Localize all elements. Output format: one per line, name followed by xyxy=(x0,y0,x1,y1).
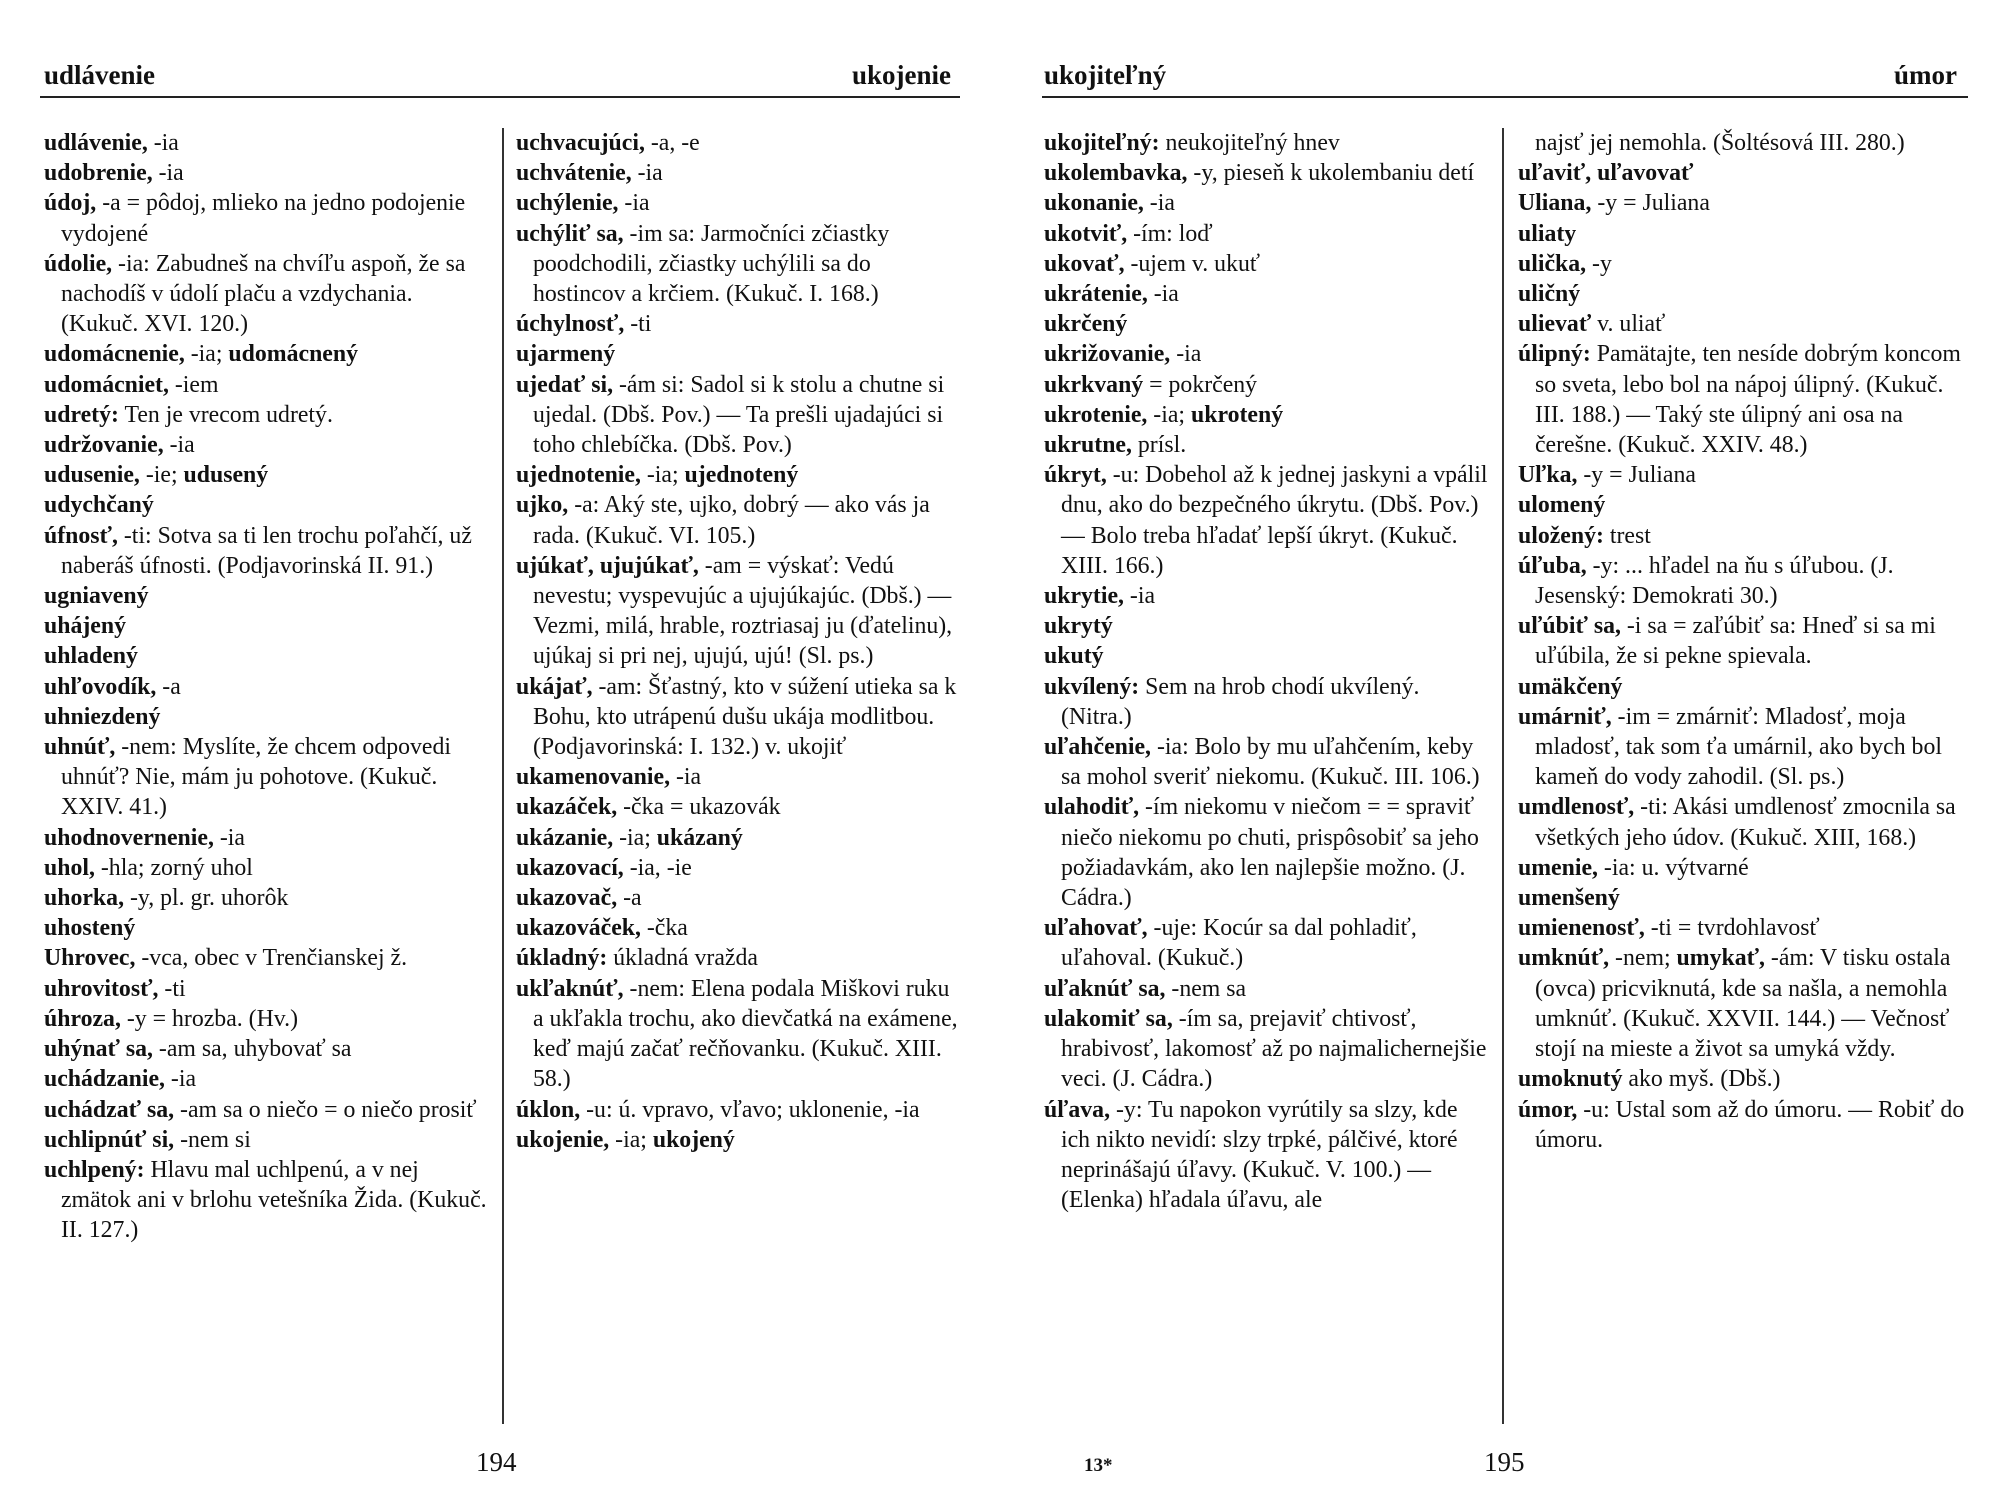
entry-headword: udusený xyxy=(183,462,269,489)
dictionary-entry xyxy=(44,974,492,1004)
dictionary-entry xyxy=(516,823,964,853)
entry-definition: -ia; xyxy=(609,1126,653,1153)
entry-definition: -ia; xyxy=(184,341,229,368)
entry-headword: Uliana, xyxy=(1518,190,1592,217)
entry-headword: uložený: xyxy=(1518,522,1604,549)
dictionary-entry xyxy=(516,792,964,822)
left-page xyxy=(0,0,990,1500)
page-number: 194 xyxy=(476,1447,517,1477)
entry-headword: uhodnovernenie, xyxy=(44,824,214,851)
entry-headword: umdlenosť, xyxy=(1518,794,1635,821)
entry-definition: -ti xyxy=(158,975,186,1002)
dictionary-entry xyxy=(1518,460,1968,490)
entry-definition: -am: Šťastný, kto v súžení utieka sa k Bohu, kto utrápenú dušu ukája modlitbou. (Podjavorinská: I. 132.) v. ukojiť xyxy=(533,673,957,761)
dictionary-entry xyxy=(44,853,492,883)
entry-headword: úľava, xyxy=(1044,1096,1111,1123)
entry-definition: -im = zmárniť: Mladosť, moja mladosť, tak som ťa umárnil, ako bych bol kameň do vody zahodil. (Sl. ps.) xyxy=(1535,703,1942,791)
entry-definition: -u: ú. vpravo, vľavo; uklonenie, -ia xyxy=(580,1096,920,1123)
entry-definition: -nem sa xyxy=(1165,975,1247,1002)
dictionary-entry xyxy=(1518,702,1968,793)
entry-headword: Uľka, xyxy=(1518,462,1578,489)
entry-definition: neukojiteľný hnev xyxy=(1159,130,1340,156)
entry-headword: uchvacujúci, xyxy=(516,130,645,156)
entry-definition: -nem; xyxy=(1609,945,1677,972)
header-rule xyxy=(40,96,960,98)
dictionary-entry xyxy=(44,1125,492,1155)
entry-headword: úkryt, xyxy=(1044,462,1107,489)
entry-headword: úkladný: xyxy=(516,945,608,972)
dictionary-entry xyxy=(1044,732,1492,792)
dictionary-entry xyxy=(44,611,492,641)
entry-definition: -hla; zorný uhol xyxy=(94,854,253,881)
entry-definition: -am sa, uhybovať sa xyxy=(152,1036,352,1063)
entry-definition: -ti = tvrdohlavosť xyxy=(1644,915,1820,942)
entry-definition: -ti: Akási umdlenosť zmocnila sa všetkých jeho údov. (Kukuč. XIII, 168.) xyxy=(1535,794,1956,851)
dictionary-entry xyxy=(1518,913,1968,943)
entry-definition: = pokrčený xyxy=(1143,371,1258,398)
entry-definition: -ia xyxy=(670,764,702,791)
entry-headword: udychčaný xyxy=(44,492,154,519)
entry-definition: -ia; xyxy=(1147,401,1191,428)
dictionary-entry xyxy=(516,974,964,1095)
entry-definition: -am sa o niečo = o niečo prosiť xyxy=(174,1096,477,1123)
dictionary-entry xyxy=(44,1064,492,1094)
dictionary-entry xyxy=(44,913,492,943)
dictionary-entry xyxy=(1518,672,1968,702)
entry-headword: ukotviť, xyxy=(1044,220,1128,247)
entry-headword: udomácniet, xyxy=(44,371,169,398)
entry-definition: -uje: Kocúr sa dal pohladiť, uľahoval. (Kukuč.) xyxy=(1061,915,1417,972)
entry-headword: uhostený xyxy=(44,915,136,942)
entry-definition: -a: Aký ste, ujko, dobrý — ako vás ja rada. (Kukuč. VI. 105.) xyxy=(533,492,930,549)
entry-headword: ukrátenie, xyxy=(1044,281,1148,308)
dictionary-entry xyxy=(516,128,964,158)
entry-headword: ujedať si, xyxy=(516,371,614,398)
entry-headword: ulakomiť sa, xyxy=(1044,1005,1173,1032)
running-head-left: ukojiteľný xyxy=(1044,60,1167,90)
entry-headword: uhájený xyxy=(44,613,126,640)
entry-headword: uhorka, xyxy=(44,885,125,912)
entry-headword: ukázanie, xyxy=(516,824,614,851)
dictionary-entry xyxy=(1518,943,1968,1064)
entry-headword: uľahčenie, xyxy=(1044,734,1152,761)
dictionary-entry xyxy=(1518,883,1968,913)
entry-headword: ukrižovanie, xyxy=(1044,341,1171,368)
entry-headword: ugniavený xyxy=(44,583,149,610)
column-2 xyxy=(1518,128,1968,1155)
dictionary-entry xyxy=(44,490,492,520)
entry-definition: -ia xyxy=(213,824,245,851)
dictionary-entry xyxy=(1518,128,1968,158)
right-page xyxy=(1008,0,1996,1500)
dictionary-entry xyxy=(1518,339,1968,460)
entry-headword: ulahodiť, xyxy=(1044,794,1140,821)
dictionary-entry xyxy=(44,128,492,158)
dictionary-entry xyxy=(1044,370,1492,400)
dictionary-entry xyxy=(516,762,964,792)
entry-headword: ukolembavka, xyxy=(1044,160,1188,187)
dictionary-entry xyxy=(44,943,492,973)
entry-headword: ukazováček, xyxy=(516,915,641,942)
running-head-left: udlávenie xyxy=(44,60,156,90)
entry-headword: úmor, xyxy=(1518,1096,1578,1123)
entry-definition: -vca, obec v Trenčianskej ž. xyxy=(135,945,408,972)
running-head-right: úmor xyxy=(1894,60,1957,90)
dictionary-entry xyxy=(516,672,964,763)
dictionary-entry xyxy=(516,1125,964,1155)
entry-definition: -nem: Elena podala Miškovi ruku a ukľakla trochu, ako dievčatká na exámene, keď majú začať rečňovanku. (Kukuč. XIII. 58.) xyxy=(533,975,958,1093)
entry-headword: umienenosť, xyxy=(1518,915,1645,942)
entry-headword: uhýnať sa, xyxy=(44,1036,153,1063)
dictionary-entry xyxy=(1044,400,1492,430)
entry-headword: uľaviť, uľavovať xyxy=(1518,160,1694,187)
dictionary-entry xyxy=(516,883,964,913)
entry-definition: -ti: Sotva sa ti len trochu poľahčí, už naberáš úfnosti. (Podjavorinská II. 91.) xyxy=(61,522,472,579)
entry-headword: úhroza, xyxy=(44,1005,121,1032)
entry-headword: ukľaknúť, xyxy=(516,975,624,1002)
entry-headword: ukamenovanie, xyxy=(516,764,671,791)
entry-definition: -čka xyxy=(640,915,688,942)
entry-definition: úkladná vražda xyxy=(607,945,758,972)
signature-mark: 13* xyxy=(1084,1455,1113,1476)
entry-headword: udržovanie, xyxy=(44,432,164,459)
entry-definition: -a xyxy=(156,673,181,700)
entry-definition: Hlavu mal uchlpenú, a v nej zmätok ani v brlohu vetešníka Žida. (Kukuč. II. 127.) xyxy=(61,1156,487,1244)
entry-definition: -y = hrozba. (Hv.) xyxy=(120,1005,298,1032)
entry-definition: -nem: Myslíte, že chcem odpovedi uhnúť? Nie, mám ju pohotove. (Kukuč. XXIV. 41.) xyxy=(61,734,451,821)
running-head-right: ukojenie xyxy=(852,60,952,90)
entry-headword: ukrutne, xyxy=(1044,432,1132,459)
dictionary-entry xyxy=(516,460,964,490)
dictionary-entry xyxy=(44,672,492,702)
entry-definition: -ia xyxy=(1170,341,1202,368)
entry-definition: -ia; xyxy=(640,462,685,489)
column-1 xyxy=(44,128,492,1246)
entry-headword: uľaknúť sa, xyxy=(1044,975,1166,1002)
entry-headword: ukutý xyxy=(1044,643,1104,670)
entry-definition: -ia: Bolo by mu uľahčením, keby sa mohol sveriť niekomu. (Kukuč. III. 106.) xyxy=(1061,734,1480,791)
entry-headword: umenšený xyxy=(1518,885,1620,912)
entry-headword: udomácnený xyxy=(228,341,359,368)
entry-headword: uchvátenie, xyxy=(516,160,632,187)
entry-headword: uchádzať sa, xyxy=(44,1096,175,1123)
entry-headword: úlipný: xyxy=(1518,341,1591,368)
entry-headword: ukazovač, xyxy=(516,885,618,912)
dictionary-entry xyxy=(44,400,492,430)
entry-definition: -ia xyxy=(1123,583,1156,610)
entry-definition: -i sa = zaľúbiť sa: Hneď si sa mi uľúbila, že si pekne spievala. xyxy=(1535,613,1936,670)
entry-headword: ukojenie, xyxy=(516,1126,610,1153)
entry-headword: Uhrovec, xyxy=(44,945,136,972)
entry-definition: -am = výskať: Vedú nevestu; vyspevujúc a ujujúkajúc. (Dbš.) — Vezmi, milá, hrable, roztriasaj ju (ďatelinu), ujúkaj si pri nej, ujujú, ujú! (Sl. ps.) xyxy=(533,552,953,670)
entry-definition: -ia, -ie xyxy=(623,854,692,881)
entry-definition: -ím niekomu v niečom = = spraviť niečo niekomu po chuti, prispôsobiť sa jeho požiadavkám, ako len najlepšie možno. (J. Cádra.) xyxy=(1061,794,1479,912)
dictionary-entry xyxy=(44,732,492,823)
entry-headword: ukrotený xyxy=(1190,401,1284,428)
page-number: 195 xyxy=(1484,1447,1525,1477)
dictionary-entry xyxy=(1044,158,1492,188)
column-1 xyxy=(1044,128,1492,1215)
entry-definition: -y = Juliana xyxy=(1577,462,1696,489)
header-rule xyxy=(1042,96,1968,98)
entry-definition: -ia xyxy=(164,1066,197,1093)
dictionary-entry xyxy=(1518,1064,1968,1094)
dictionary-entry xyxy=(1044,279,1492,309)
dictionary-entry xyxy=(1518,551,1968,611)
dictionary-entry xyxy=(516,188,964,218)
entry-headword: ujúkať, ujujúkať, xyxy=(516,552,699,579)
entry-definition: -y: Tu napokon vyrútily sa slzy, kde ich nikto nevidí: slzy trpké, pálčivé, ktoré neprinášajú úľavy. (Kukuč. V. 100.) — (Elenka) hľadala úľavu, ale xyxy=(1061,1096,1458,1214)
dictionary-entry xyxy=(516,551,964,672)
entry-headword: udobrenie, xyxy=(44,160,153,187)
entry-headword: ujko, xyxy=(516,492,569,519)
dictionary-entry xyxy=(1044,641,1492,671)
entry-headword: ujednotený xyxy=(684,462,799,489)
entry-headword: ukvílený: xyxy=(1044,673,1140,700)
dictionary-entry xyxy=(44,883,492,913)
dictionary-entry xyxy=(1518,309,1968,339)
entry-headword: uchádzanie, xyxy=(44,1066,165,1093)
entry-definition: -čka = ukazovák xyxy=(617,794,781,821)
entry-definition: -y, pl. gr. uhorôk xyxy=(124,885,289,912)
entry-definition: -nem si xyxy=(174,1126,251,1153)
dictionary-entry xyxy=(1044,974,1492,1004)
entry-headword: uličný xyxy=(1518,281,1581,308)
entry-headword: ukázaný xyxy=(656,824,743,851)
entry-definition: -y: ... hľadel na ňu s úľubou. (J. Jesenský: Demokrati 30.) xyxy=(1535,552,1894,610)
entry-definition: -ia xyxy=(1143,190,1175,217)
entry-definition: -iem xyxy=(168,371,219,398)
entry-headword: úklon, xyxy=(516,1096,581,1123)
dictionary-entry xyxy=(1044,219,1492,249)
dictionary-entry xyxy=(1518,792,1968,852)
dictionary-entry xyxy=(516,309,964,339)
entry-headword: údoj, xyxy=(44,190,97,217)
dictionary-entry xyxy=(44,581,492,611)
entry-definition: -a xyxy=(617,885,642,912)
dictionary-entry xyxy=(1518,521,1968,551)
entry-headword: uhrovitosť, xyxy=(44,975,159,1002)
dictionary-entry xyxy=(44,1034,492,1064)
dictionary-entry xyxy=(1518,249,1968,279)
entry-definition: -ia; xyxy=(613,824,657,851)
entry-definition: -ia xyxy=(152,160,184,187)
dictionary-entry xyxy=(1518,219,1968,249)
entry-headword: umäkčený xyxy=(1518,673,1623,700)
dictionary-entry xyxy=(44,370,492,400)
dictionary-entry xyxy=(44,1004,492,1034)
entry-definition: -a, -e xyxy=(644,130,700,156)
entry-definition: -ia xyxy=(1147,281,1179,308)
dictionary-entry xyxy=(516,370,964,461)
dictionary-entry xyxy=(1044,792,1492,913)
dictionary-entry xyxy=(44,339,492,369)
entry-headword: uhladený xyxy=(44,643,138,670)
entry-headword: ujednotenie, xyxy=(516,462,641,489)
dictionary-entry xyxy=(1518,611,1968,671)
entry-definition: -a = pôdoj, mlieko na jedno podojenie vydojené xyxy=(61,190,466,247)
dictionary-entry xyxy=(516,219,964,310)
entry-headword: úchylnosť, xyxy=(516,311,625,338)
dictionary-entry xyxy=(1044,188,1492,218)
dictionary-entry xyxy=(44,188,492,248)
entry-headword: udusenie, xyxy=(44,462,140,489)
entry-definition: -ia xyxy=(163,432,195,459)
entry-definition: -ia xyxy=(147,130,179,156)
entry-headword: ukrčený xyxy=(1044,311,1128,338)
entry-headword: uchlipnúť si, xyxy=(44,1126,175,1153)
entry-definition: Pamätajte, ten nesíde dobrým koncom so sveta, lebo bol na nápoj úlipný. (Kukuč. III. 188.) — Taký ste úlipný ani osa na čerešne. (Kukuč. XXIV. 48.) xyxy=(1535,341,1961,459)
entry-headword: umknúť, xyxy=(1518,945,1610,972)
entry-definition: -ám si: Sadol si k stolu a chutne si ujedal. (Dbš. Pov.) — Ta prešli ujadajúci si toho chlebíčka. (Dbš. Pov.) xyxy=(533,371,945,459)
entry-headword: ukazáček, xyxy=(516,794,618,821)
entry-headword: úľuba, xyxy=(1518,552,1587,579)
entry-headword: uchýliť sa, xyxy=(516,220,624,247)
entry-headword: ulievať xyxy=(1518,311,1592,338)
entry-headword: uľahovať, xyxy=(1044,915,1148,942)
dictionary-entry xyxy=(1044,249,1492,279)
dictionary-entry xyxy=(516,853,964,883)
entry-headword: uchýlenie, xyxy=(516,190,619,217)
dictionary-entry xyxy=(516,1095,964,1125)
entry-definition: -ím sa, prejaviť chtivosť, hrabivosť, lakomosť až po najmalichernejšie veci. (J. Cádra.) xyxy=(1061,1005,1487,1093)
dictionary-entry xyxy=(1044,1004,1492,1095)
entry-headword: uhniezdený xyxy=(44,703,161,730)
dictionary-entry xyxy=(44,158,492,188)
dictionary-entry xyxy=(1518,1095,1968,1155)
dictionary-entry xyxy=(1044,128,1492,158)
entry-headword: ukájať, xyxy=(516,673,593,700)
entry-headword: ukrotenie, xyxy=(1044,401,1148,428)
entry-definition: -y = Juliana xyxy=(1591,190,1710,217)
entry-definition: trest xyxy=(1603,522,1651,549)
entry-headword: uchlpený: xyxy=(44,1156,145,1183)
entry-headword: ukonanie, xyxy=(1044,190,1144,217)
entry-headword: umykať, xyxy=(1676,945,1765,972)
entry-headword: ulomený xyxy=(1518,492,1606,519)
column-divider xyxy=(502,128,504,1424)
dictionary-entry xyxy=(1044,611,1492,641)
dictionary-entry xyxy=(44,702,492,732)
dictionary-entry xyxy=(1518,490,1968,520)
dictionary-entry xyxy=(516,913,964,943)
dictionary-entry xyxy=(516,339,964,369)
dictionary-entry xyxy=(1044,339,1492,369)
entry-definition: -ia: u. výtvarné xyxy=(1597,854,1749,881)
dictionary-entry xyxy=(1044,581,1492,611)
entry-definition: Ten je vrecom udretý. xyxy=(118,401,333,428)
column-2 xyxy=(516,128,964,1155)
entry-headword: uľúbiť sa, xyxy=(1518,613,1621,640)
dictionary-entry xyxy=(44,1155,492,1246)
entry-headword: udomácnenie, xyxy=(44,341,185,368)
dictionary-entry xyxy=(1044,430,1492,460)
dictionary-entry xyxy=(44,460,492,490)
entry-definition: prísl. xyxy=(1131,432,1187,459)
dictionary-entry xyxy=(1044,913,1492,973)
entry-headword: ulička, xyxy=(1518,250,1587,277)
entry-definition: -ia xyxy=(618,190,650,217)
dictionary-entry xyxy=(1044,460,1492,581)
entry-definition: najsť jej nemohla. (Šoltésová III. 280.) xyxy=(1535,130,1905,156)
entry-headword: ukrytý xyxy=(1044,613,1113,640)
entry-definition: -y xyxy=(1586,250,1612,277)
entry-headword: ukojený xyxy=(652,1126,735,1153)
entry-definition: -u: Ustal som až do úmoru. — Robiť do úmoru. xyxy=(1535,1096,1965,1153)
entry-definition: -ím: loď xyxy=(1127,220,1213,247)
dictionary-entry xyxy=(44,1095,492,1125)
column-divider xyxy=(1502,128,1504,1424)
entry-definition: -ie; xyxy=(139,462,184,489)
entry-headword: ukrytie, xyxy=(1044,583,1124,610)
entry-headword: umárniť, xyxy=(1518,703,1612,730)
entry-headword: ukrkvaný xyxy=(1044,371,1144,398)
dictionary-entry xyxy=(44,823,492,853)
entry-headword: úfnosť, xyxy=(44,522,118,549)
entry-definition: -u: Dobehol až k jednej jaskyni a vpálil dnu, ako do bezpečného úkrytu. (Dbš. Pov.) — Bolo treba hľadať lepší úkryt. (Kukuč. XIII. 166.) xyxy=(1061,462,1488,579)
entry-headword: ukovať, xyxy=(1044,250,1125,277)
dictionary-entry xyxy=(44,521,492,581)
dictionary-entry xyxy=(1044,1095,1492,1216)
entry-definition: -ti xyxy=(624,311,652,338)
dictionary-entry xyxy=(1044,672,1492,732)
entry-headword: uhľovodík, xyxy=(44,673,157,700)
dictionary-entry xyxy=(1518,188,1968,218)
dictionary-entry xyxy=(516,943,964,973)
entry-definition: -ia xyxy=(631,160,663,187)
dictionary-entry xyxy=(516,158,964,188)
entry-headword: uliaty xyxy=(1518,220,1577,247)
dictionary-entry xyxy=(516,490,964,550)
entry-headword: ujarmený xyxy=(516,341,616,368)
entry-headword: udlávenie, xyxy=(44,130,148,156)
dictionary-entry xyxy=(1518,158,1968,188)
entry-definition: -im sa: Jarmočníci zčiastky poodchodili, zčiastky uchýlili sa do hostincov a krčiem. (Kukuč. I. 168.) xyxy=(533,220,890,308)
entry-definition: -ám: V tisku ostala (ovca) pricviknutá, kde sa našla, a nemohla umknúť. (Kukuč. XXVII. 144.) — Večnosť stojí na mieste a život sa umyká vždy. xyxy=(1535,945,1951,1063)
entry-headword: umenie, xyxy=(1518,854,1598,881)
entry-definition: v. uliať xyxy=(1591,311,1666,338)
entry-headword: umoknutý xyxy=(1518,1066,1623,1093)
dictionary-entry xyxy=(44,641,492,671)
dictionary-entry xyxy=(44,430,492,460)
dictionary-entry xyxy=(1518,853,1968,883)
dictionary-entry xyxy=(1044,309,1492,339)
entry-headword: ukazovací, xyxy=(516,854,624,881)
entry-headword: uhnúť, xyxy=(44,734,116,761)
entry-definition: -y, pieseň k ukolembaniu detí xyxy=(1187,160,1475,187)
dictionary-entry xyxy=(1518,279,1968,309)
entry-headword: údolie, xyxy=(44,250,113,277)
entry-definition: -ujem v. ukuť xyxy=(1124,250,1261,277)
dictionary-entry xyxy=(44,249,492,340)
entry-headword: ukojiteľný: xyxy=(1044,130,1160,156)
entry-headword: uhol, xyxy=(44,854,95,881)
entry-headword: udretý: xyxy=(44,401,119,428)
entry-definition: ako myš. (Dbš.) xyxy=(1622,1066,1781,1093)
entry-definition: -ia: Zabudneš na chvíľu aspoň, že sa nachodíš v údolí plaču a vzdychania. (Kukuč. XVI. 120.) xyxy=(61,250,466,338)
entry-definition: Sem na hrob chodí ukvílený. (Nitra.) xyxy=(1061,673,1420,730)
